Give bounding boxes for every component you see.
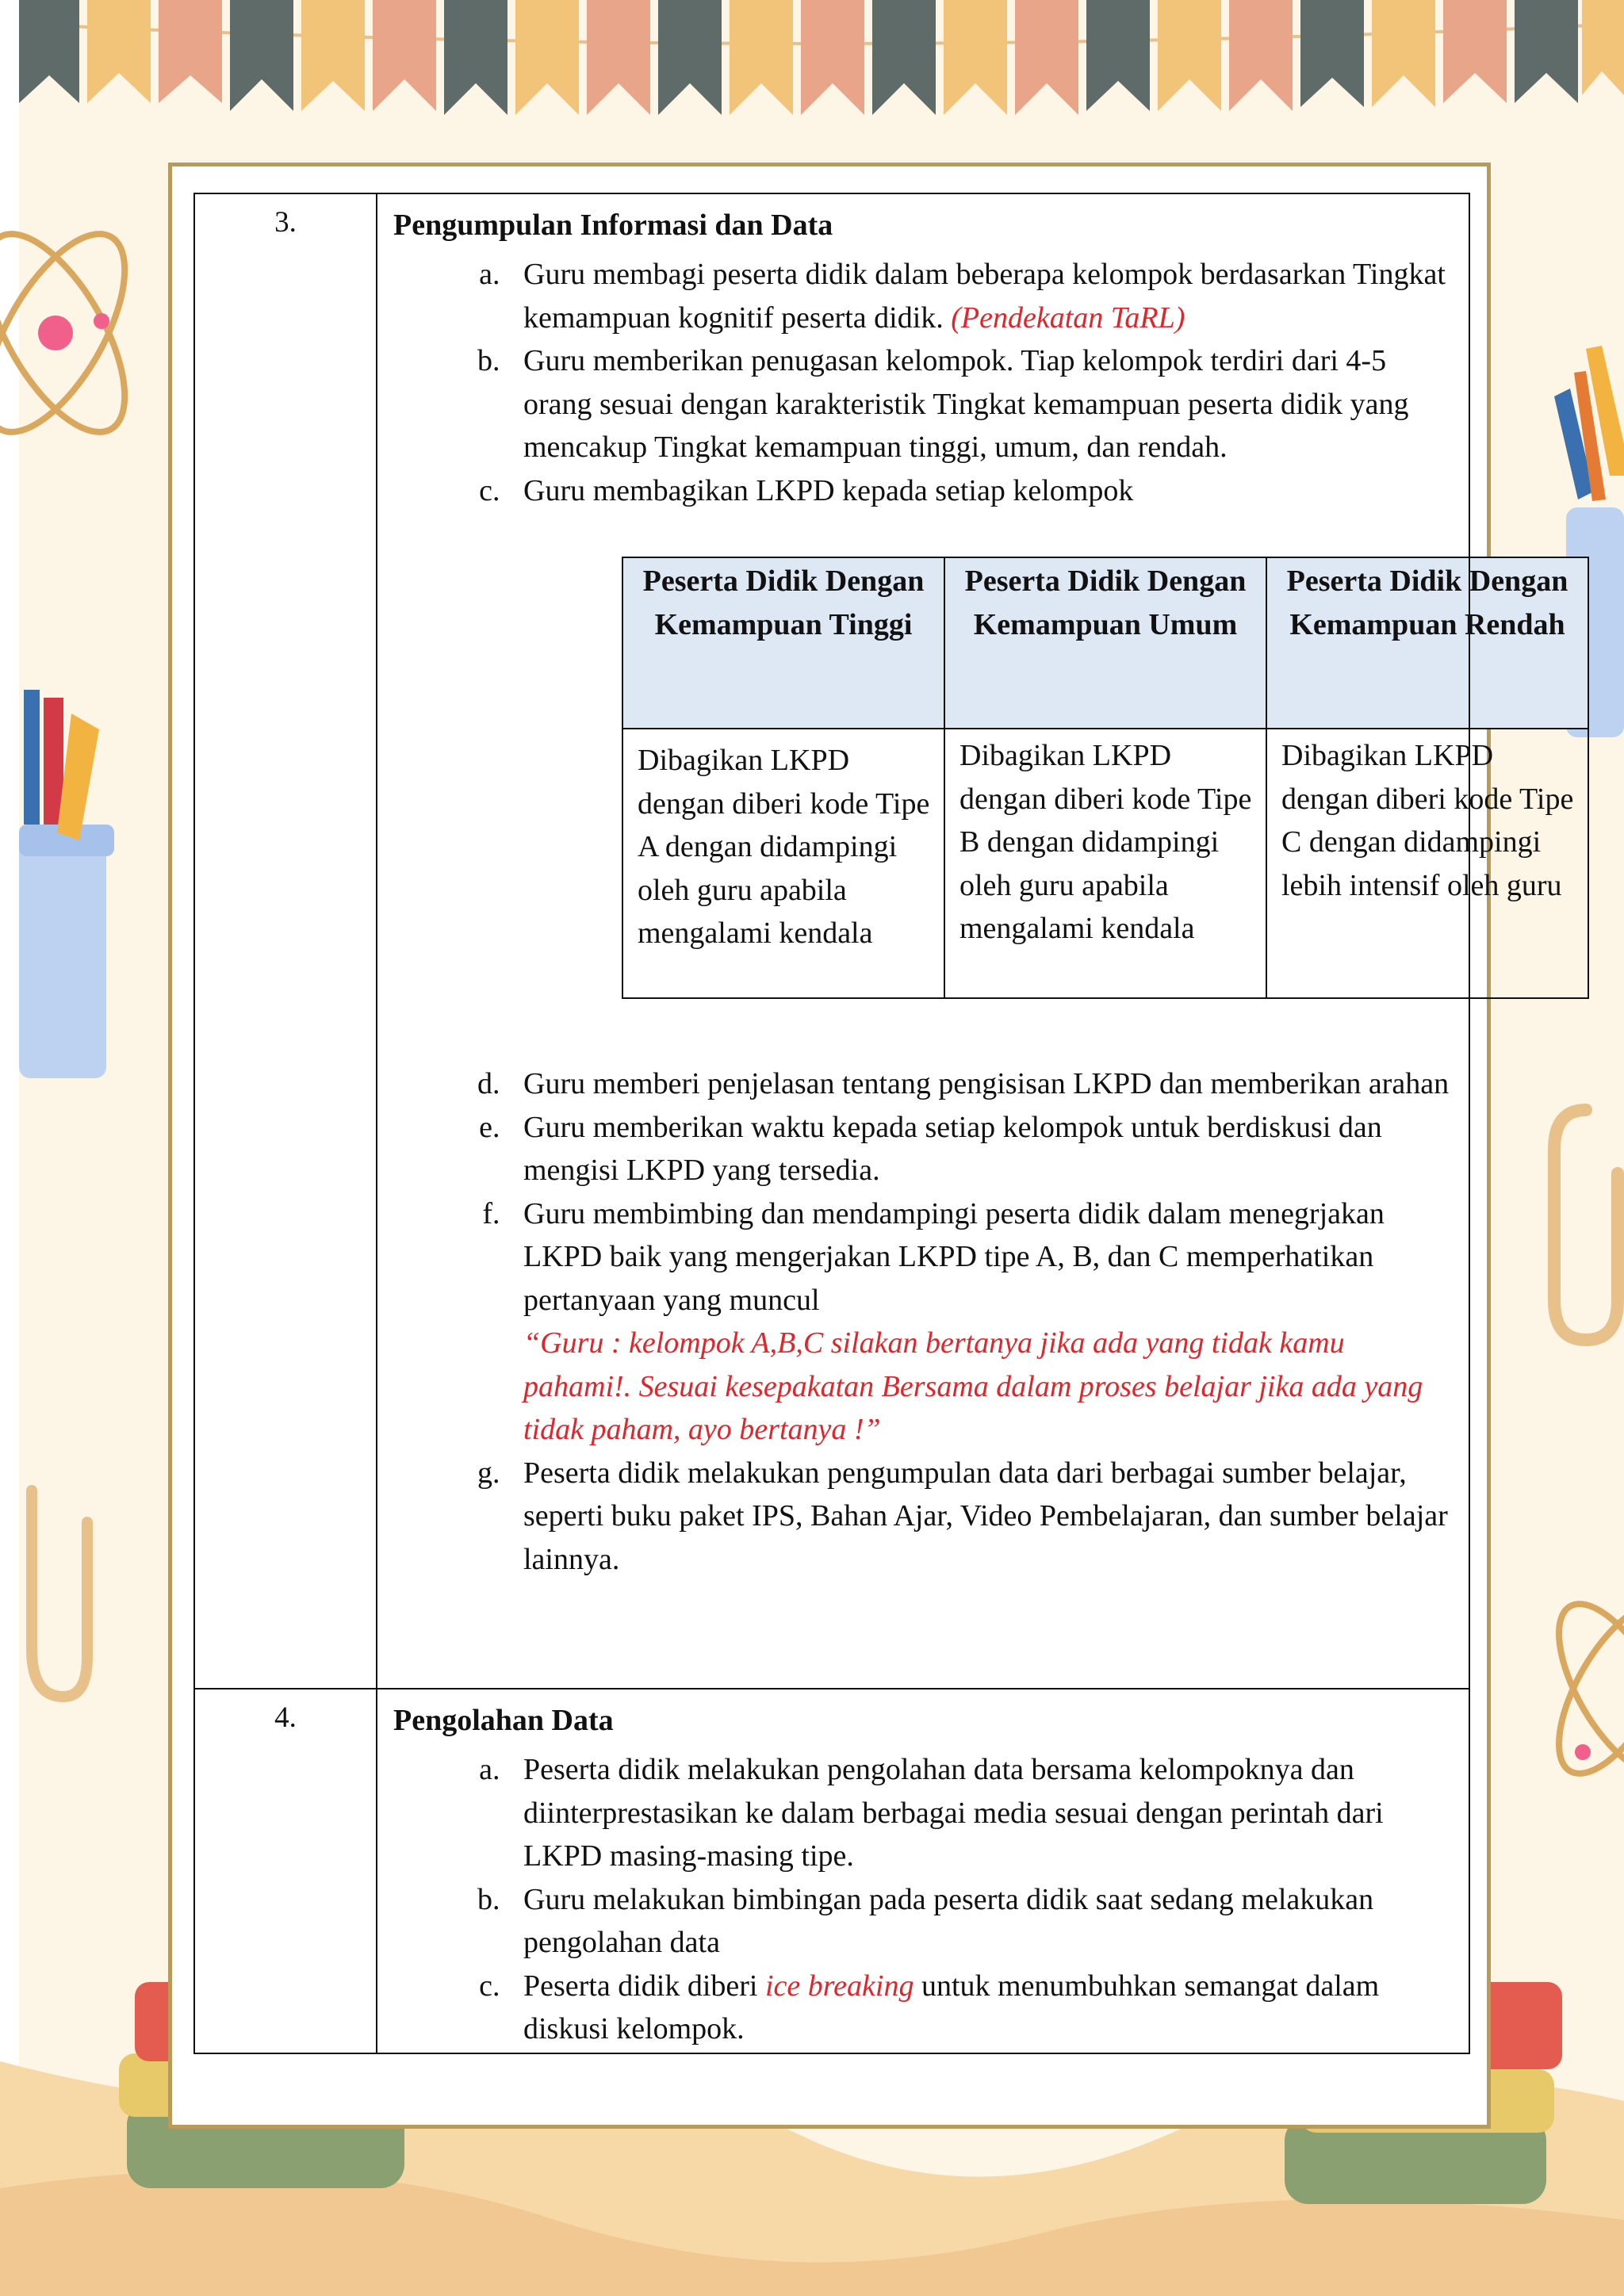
step-title: Pengumpulan Informasi dan Data <box>393 209 833 242</box>
atom-right-icon <box>1536 1586 1624 1791</box>
paperclip-right-icon <box>1554 1110 1618 1340</box>
step-number: 4. <box>194 1689 377 2053</box>
group-cell-high: Dibagikan LKPD dengan diberi kode Tipe A dengan didampingi oleh guru apabila mengalami kendala <box>622 729 944 998</box>
step-list <box>393 1748 1451 2051</box>
list-item <box>508 253 1451 339</box>
step-list <box>393 253 1574 1581</box>
pencil-cup-icon <box>19 690 114 1078</box>
paperclip-icon <box>32 1490 87 1697</box>
group-cell-low: Dibagikan LKPD dengan diberi kode Tipe C dengan didampingi lebih intensif oleh guru <box>1266 729 1588 998</box>
approach-note: (Pendekatan TaRL) <box>951 300 1185 335</box>
list-item <box>508 469 1574 1000</box>
step-number: 3. <box>194 193 377 1689</box>
teacher-quote: “Guru : kelompok A,B,C silakan bertanya jika ada yang tidak kamu pahami!. Sesuai kesepakatan Bersama dalam proses belajar jika ada yang tidak paham, ayo bertanya !” <box>523 1326 1423 1446</box>
bunting-flags <box>19 0 1624 115</box>
list-item: b. Guru melakukan bimbingan pada peserta didik saat sedang melakukan pengolahan data <box>508 1878 1451 1965</box>
item-text: untuk menumbuhkan semangat dalam diskusi kelompok. <box>523 1969 1380 2045</box>
group-cell-medium: Dibagikan LKPD dengan diberi kode Tipe B dengan didampingi oleh guru apabila mengalami kendala <box>944 729 1266 998</box>
item-text: Guru membagikan LKPD kepada setiap kelompok <box>523 473 1134 507</box>
step-content <box>377 1689 1469 2053</box>
list-item: b. Guru memberikan penugasan kelompok. Tiap kelompok terdiri dari 4-5 orang sesuai dengan karakteristik Tingkat kemampuan peserta didik yang mencakup Tingkat kemampuan tinggi, umum, dan rendah. <box>508 339 1451 469</box>
list-item: e. Guru memberikan waktu kepada setiap kelompok untuk berdiskusi dan mengisi LKPD yang tersedia. <box>508 1106 1451 1192</box>
list-item: a. Peserta didik melakukan pengolahan data bersama kelompoknya dan diinterprestasikan ke dalam berbagai media sesuai dengan perintah dari LKPD masing-masing tipe. <box>508 1748 1451 1878</box>
group-table <box>622 557 1589 999</box>
list-item <box>508 1192 1451 1452</box>
step-content <box>377 193 1574 1689</box>
table-row <box>622 729 1588 998</box>
list-item: d. Guru memberi penjelasan tentang pengisisan LKPD dan memberikan arahan <box>508 1062 1451 1106</box>
ice-breaking-highlight: ice breaking <box>764 1969 914 2003</box>
item-text: Guru membagi peserta didik dalam beberapa kelompok berdasarkan Tingkat kemampuan kognitif peserta didik. <box>523 258 1446 335</box>
table-row <box>194 1689 1469 2053</box>
step-title: Pengolahan Data <box>393 1704 614 1737</box>
lesson-steps-table <box>193 193 1574 2054</box>
group-header-low: Peserta Didik Dengan Kemampuan Rendah <box>1266 557 1588 729</box>
atom-icon <box>0 213 152 453</box>
list-item: g. Peserta didik melakukan pengumpulan data dari berbagai sumber belajar, seperti buku paket IPS, Bahan Ajar, Video Pembelajaran, dan sumber belajar lainnya. <box>508 1452 1451 1582</box>
item-text: Peserta didik diberi <box>523 1969 765 2003</box>
group-header-medium: Peserta Didik Dengan Kemampuan Umum <box>944 557 1266 729</box>
table-row <box>194 193 1469 1689</box>
item-text: Guru membimbing dan mendampingi peserta didik dalam menegrjakan LKPD baik yang mengerjakan LKPD tipe A, B, dan C memperhatikan pertanyaan yang muncul <box>523 1196 1385 1317</box>
group-table-header-row <box>622 557 1588 729</box>
list-item <box>508 1965 1451 2051</box>
group-header-high: Peserta Didik Dengan Kemampuan Tinggi <box>622 557 944 729</box>
